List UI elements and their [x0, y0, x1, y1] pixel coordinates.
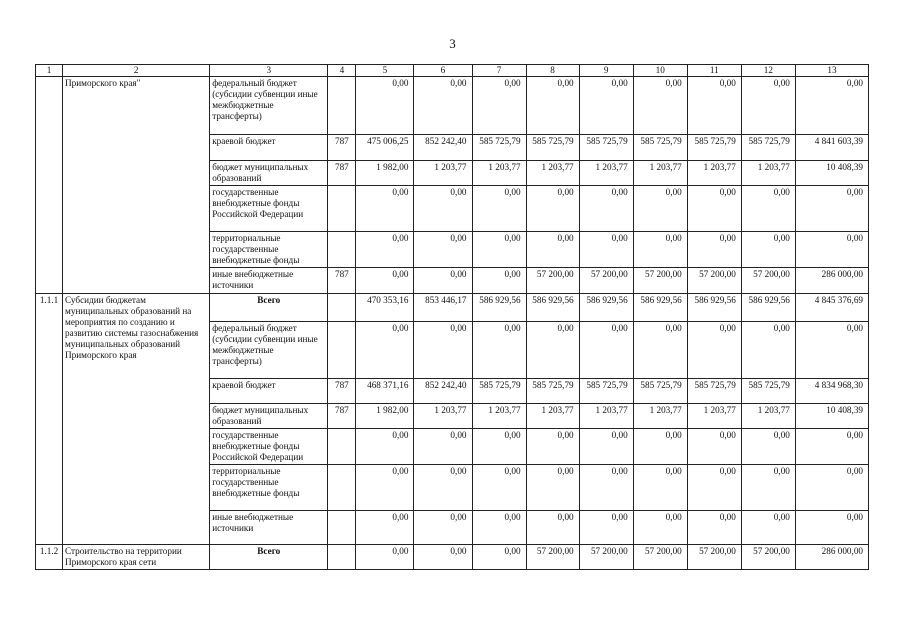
year-value: 585 725,79 — [741, 379, 795, 404]
year-value: 0,00 — [472, 429, 526, 465]
year-value: 0,00 — [687, 465, 741, 511]
year-value: 475 006,25 — [356, 135, 414, 161]
funding-source: федеральный бюджет (субсидии субвенции иные межбюджетные трансферты) — [210, 322, 328, 379]
table-row — [36, 294, 869, 322]
year-value: 585 725,79 — [526, 135, 579, 161]
year-value: 585 725,79 — [472, 135, 526, 161]
total-value: 286 000,00 — [795, 268, 868, 294]
budget-code — [328, 186, 356, 232]
funding-source: государственные внебюджетные фонды Российской Федерации — [210, 186, 328, 232]
year-value: 852 242,40 — [414, 135, 472, 161]
year-value: 57 200,00 — [579, 268, 633, 294]
budget-code — [328, 232, 356, 268]
budget-code — [328, 429, 356, 465]
budget-code — [328, 511, 356, 545]
year-value: 586 929,56 — [579, 294, 633, 322]
year-value: 0,00 — [579, 232, 633, 268]
year-value: 57 200,00 — [687, 545, 741, 570]
year-value: 0,00 — [472, 186, 526, 232]
year-value: 0,00 — [356, 429, 414, 465]
year-value: 0,00 — [414, 232, 472, 268]
funding-source: государственные внебюджетные фонды Российской Федерации — [210, 429, 328, 465]
year-value: 0,00 — [687, 511, 741, 545]
year-value: 0,00 — [633, 77, 687, 135]
col-header: 2 — [63, 65, 210, 77]
year-value: 0,00 — [526, 322, 579, 379]
item-name: Приморского края" — [63, 77, 210, 294]
year-value: 468 371,16 — [356, 379, 414, 404]
item-number — [36, 77, 63, 294]
year-value: 0,00 — [526, 232, 579, 268]
total-value: 286 000,00 — [795, 545, 868, 570]
year-value: 1 203,77 — [741, 404, 795, 429]
total-value: 0,00 — [795, 322, 868, 379]
total-value: 0,00 — [795, 429, 868, 465]
year-value: 0,00 — [472, 465, 526, 511]
year-value: 0,00 — [526, 511, 579, 545]
year-value: 0,00 — [633, 232, 687, 268]
year-value: 57 200,00 — [741, 268, 795, 294]
year-value: 0,00 — [472, 545, 526, 570]
year-value: 585 725,79 — [633, 379, 687, 404]
year-value: 0,00 — [356, 268, 414, 294]
year-value: 0,00 — [356, 232, 414, 268]
year-value: 0,00 — [414, 77, 472, 135]
col-header: 8 — [526, 65, 579, 77]
year-value: 852 242,40 — [414, 379, 472, 404]
year-value: 1 203,77 — [526, 404, 579, 429]
budget-table — [35, 64, 869, 570]
total-value: 0,00 — [795, 77, 868, 135]
funding-source: территориальные государственные внебюджетные фонды — [210, 232, 328, 268]
budget-code: 787 — [328, 135, 356, 161]
year-value: 1 203,77 — [579, 404, 633, 429]
item-number: 1.1.1 — [36, 294, 63, 545]
col-header: 5 — [356, 65, 414, 77]
year-value: 0,00 — [526, 77, 579, 135]
year-value: 57 200,00 — [579, 545, 633, 570]
total-value: 0,00 — [795, 232, 868, 268]
year-value: 57 200,00 — [687, 268, 741, 294]
year-value: 0,00 — [687, 77, 741, 135]
year-value: 0,00 — [633, 465, 687, 511]
funding-source: федеральный бюджет (субсидии субвенции иные межбюджетные трансферты) — [210, 77, 328, 135]
year-value: 1 203,77 — [472, 404, 526, 429]
year-value: 1 982,00 — [356, 404, 414, 429]
year-value: 0,00 — [414, 429, 472, 465]
year-value: 586 929,56 — [687, 294, 741, 322]
col-header: 6 — [414, 65, 472, 77]
page-number: 3 — [449, 36, 456, 51]
year-value: 57 200,00 — [526, 268, 579, 294]
col-header: 7 — [472, 65, 526, 77]
budget-code: 787 — [328, 379, 356, 404]
budget-code — [328, 294, 356, 322]
year-value: 585 725,79 — [472, 379, 526, 404]
year-value: 0,00 — [741, 232, 795, 268]
budget-code — [328, 545, 356, 570]
table-row — [36, 77, 869, 135]
year-value: 0,00 — [687, 429, 741, 465]
col-header: 1 — [36, 65, 63, 77]
year-value: 585 725,79 — [579, 379, 633, 404]
year-value: 0,00 — [579, 429, 633, 465]
total-value: 10 408,39 — [795, 404, 868, 429]
year-value: 0,00 — [579, 186, 633, 232]
year-value: 0,00 — [414, 465, 472, 511]
year-value: 586 929,56 — [526, 294, 579, 322]
item-name: Строительство на территории Приморского края сети — [63, 545, 210, 570]
year-value: 57 200,00 — [633, 545, 687, 570]
year-value: 585 725,79 — [579, 135, 633, 161]
funding-source: краевой бюджет — [210, 135, 328, 161]
table-row — [36, 545, 869, 570]
funding-source: иные внебюджетные источники — [210, 268, 328, 294]
year-value: 57 200,00 — [526, 545, 579, 570]
year-value: 0,00 — [579, 322, 633, 379]
year-value: 0,00 — [472, 232, 526, 268]
item-number: 1.1.2 — [36, 545, 63, 570]
year-value: 0,00 — [356, 465, 414, 511]
year-value: 0,00 — [472, 322, 526, 379]
year-value: 0,00 — [526, 186, 579, 232]
total-value: 4 834 968,30 — [795, 379, 868, 404]
col-header: 4 — [328, 65, 356, 77]
year-value: 1 203,77 — [414, 161, 472, 186]
year-value: 0,00 — [633, 429, 687, 465]
year-value: 1 203,77 — [414, 404, 472, 429]
budget-code — [328, 465, 356, 511]
year-value: 1 203,77 — [687, 404, 741, 429]
year-value: 586 929,56 — [741, 294, 795, 322]
year-value: 585 725,79 — [526, 379, 579, 404]
year-value: 0,00 — [633, 186, 687, 232]
header-row — [36, 65, 869, 77]
budget-code: 787 — [328, 404, 356, 429]
total-value: 0,00 — [795, 186, 868, 232]
year-value: 0,00 — [741, 77, 795, 135]
budget-code — [328, 77, 356, 135]
total-value: 10 408,39 — [795, 161, 868, 186]
year-value: 0,00 — [472, 268, 526, 294]
year-value: 0,00 — [741, 186, 795, 232]
year-value: 0,00 — [414, 511, 472, 545]
year-value: 0,00 — [579, 465, 633, 511]
year-value: 585 725,79 — [687, 135, 741, 161]
year-value: 853 446,17 — [414, 294, 472, 322]
col-header: 10 — [633, 65, 687, 77]
year-value: 0,00 — [741, 511, 795, 545]
year-value: 0,00 — [356, 186, 414, 232]
year-value: 1 982,00 — [356, 161, 414, 186]
budget-code — [328, 322, 356, 379]
total-value: 0,00 — [795, 465, 868, 511]
year-value: 0,00 — [633, 322, 687, 379]
year-value: 1 203,77 — [633, 161, 687, 186]
year-value: 470 353,16 — [356, 294, 414, 322]
year-value: 0,00 — [472, 77, 526, 135]
year-value: 585 725,79 — [741, 135, 795, 161]
year-value: 0,00 — [414, 186, 472, 232]
total-value: 4 841 603,39 — [795, 135, 868, 161]
budget-code: 787 — [328, 268, 356, 294]
year-value: 0,00 — [526, 465, 579, 511]
year-value: 585 725,79 — [687, 379, 741, 404]
col-header: 9 — [579, 65, 633, 77]
year-value: 0,00 — [526, 429, 579, 465]
year-value: 0,00 — [356, 511, 414, 545]
year-value: 1 203,77 — [633, 404, 687, 429]
funding-source: территориальные государственные внебюджетные фонды — [210, 465, 328, 511]
year-value: 0,00 — [579, 511, 633, 545]
year-value: 57 200,00 — [633, 268, 687, 294]
funding-source: Всего — [210, 545, 328, 570]
year-value: 1 203,77 — [687, 161, 741, 186]
year-value: 0,00 — [741, 322, 795, 379]
budget-code: 787 — [328, 161, 356, 186]
funding-source: бюджет муниципальных образований — [210, 404, 328, 429]
year-value: 0,00 — [633, 511, 687, 545]
year-value: 0,00 — [687, 232, 741, 268]
year-value: 0,00 — [356, 322, 414, 379]
year-value: 1 203,77 — [579, 161, 633, 186]
col-header: 12 — [741, 65, 795, 77]
year-value: 0,00 — [687, 322, 741, 379]
year-value: 0,00 — [687, 186, 741, 232]
year-value: 0,00 — [741, 429, 795, 465]
year-value: 586 929,56 — [633, 294, 687, 322]
year-value: 1 203,77 — [472, 161, 526, 186]
funding-source: краевой бюджет — [210, 379, 328, 404]
col-header: 13 — [795, 65, 868, 77]
year-value: 0,00 — [356, 77, 414, 135]
col-header: 11 — [687, 65, 741, 77]
total-value: 4 845 376,69 — [795, 294, 868, 322]
year-value: 0,00 — [414, 322, 472, 379]
year-value: 57 200,00 — [741, 545, 795, 570]
funding-source: бюджет муниципальных образований — [210, 161, 328, 186]
year-value: 586 929,56 — [472, 294, 526, 322]
year-value: 0,00 — [414, 268, 472, 294]
year-value: 0,00 — [356, 545, 414, 570]
total-value: 0,00 — [795, 511, 868, 545]
year-value: 0,00 — [741, 465, 795, 511]
year-value: 0,00 — [414, 545, 472, 570]
item-name: Субсидии бюджетам муниципальных образований на мероприятия по созданию и развитию системы газоснабжения муниципальных образований Приморского края — [63, 294, 210, 545]
year-value: 1 203,77 — [741, 161, 795, 186]
year-value: 0,00 — [579, 77, 633, 135]
year-value: 585 725,79 — [633, 135, 687, 161]
year-value: 1 203,77 — [526, 161, 579, 186]
col-header: 3 — [210, 65, 328, 77]
funding-source: иные внебюджетные источники — [210, 511, 328, 545]
year-value: 0,00 — [472, 511, 526, 545]
funding-source: Всего — [210, 294, 328, 322]
